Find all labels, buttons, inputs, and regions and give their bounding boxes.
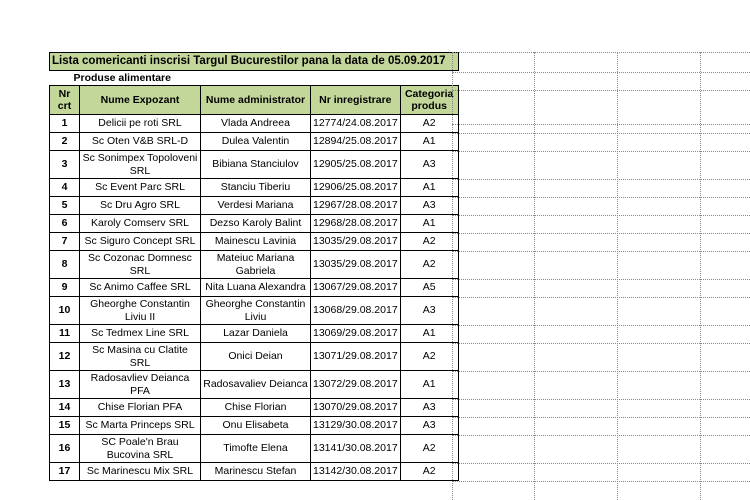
cell-nr: 2 <box>50 133 80 151</box>
header-inregistrare: Nr inregistrare <box>311 86 401 115</box>
cell-expozant: Radosavliev Deianca PFA <box>80 371 201 399</box>
cell-categoria: A1 <box>400 371 458 399</box>
cell-administrator: Lazar Daniela <box>201 325 311 343</box>
cell-categoria: A1 <box>400 133 458 151</box>
cell-categoria: A2 <box>400 435 458 463</box>
cell-nr: 1 <box>50 115 80 133</box>
cell-categoria: A1 <box>400 215 458 233</box>
cell-categoria: A2 <box>400 463 458 481</box>
cell-categoria: A1 <box>400 325 458 343</box>
grid-line <box>452 463 750 464</box>
cell-nr: 3 <box>50 151 80 179</box>
cell-expozant: Delicii pe roti SRL <box>80 115 201 133</box>
cell-nr: 14 <box>50 399 80 417</box>
table-row <box>50 179 459 197</box>
cell-administrator: Gheorghe Constantin Liviu <box>201 297 311 325</box>
table-row <box>50 417 459 435</box>
cell-administrator: Verdesi Mariana <box>201 197 311 215</box>
cell-categoria: A3 <box>400 151 458 179</box>
cell-categoria: A3 <box>400 297 458 325</box>
table-row <box>50 371 459 399</box>
cell-inregistrare: 13072/29.08.2017 <box>311 371 401 399</box>
cell-categoria: A2 <box>400 343 458 371</box>
cell-inregistrare: 12967/28.08.2017 <box>311 197 401 215</box>
cell-expozant: Sc Cozonac Domnesc SRL <box>80 251 201 279</box>
cell-inregistrare: 13142/30.08.2017 <box>311 463 401 481</box>
table-row <box>50 463 459 481</box>
cell-inregistrare: 12774/24.08.2017 <box>311 115 401 133</box>
cell-administrator: Vlada Andreea <box>201 115 311 133</box>
cell-administrator: Dezso Karoly Balint <box>201 215 311 233</box>
table-header-row <box>50 86 459 115</box>
cell-categoria: A2 <box>400 251 458 279</box>
table-row <box>50 399 459 417</box>
table-row <box>50 297 459 325</box>
cell-expozant: Sc Masina cu Clatite SRL <box>80 343 201 371</box>
cell-inregistrare: 12905/25.08.2017 <box>311 151 401 179</box>
cell-administrator: Mainescu Lavinia <box>201 233 311 251</box>
grid-line <box>452 435 750 436</box>
cell-expozant: Sc Marinescu Mix SRL <box>80 463 201 481</box>
cell-categoria: A2 <box>400 115 458 133</box>
cell-inregistrare: 13068/29.08.2017 <box>311 297 401 325</box>
cell-administrator: Marinescu Stefan <box>201 463 311 481</box>
cell-categoria: A2 <box>400 233 458 251</box>
cell-administrator: Onici Deian <box>201 343 311 371</box>
cell-inregistrare: 13069/29.08.2017 <box>311 325 401 343</box>
cell-categoria: A3 <box>400 399 458 417</box>
cell-nr: 16 <box>50 435 80 463</box>
table-row <box>50 279 459 297</box>
cell-expozant: Sc Dru Agro SRL <box>80 197 201 215</box>
cell-nr: 17 <box>50 463 80 481</box>
table-row <box>50 133 459 151</box>
cell-categoria: A5 <box>400 279 458 297</box>
cell-administrator: Stanciu Tiberiu <box>201 179 311 197</box>
cell-inregistrare: 12906/25.08.2017 <box>311 179 401 197</box>
table-row <box>50 233 459 251</box>
cell-nr: 15 <box>50 417 80 435</box>
table-row <box>50 215 459 233</box>
grid-line <box>452 297 750 298</box>
cell-inregistrare: 13067/29.08.2017 <box>311 279 401 297</box>
grid-line <box>452 197 750 198</box>
empty-cell-grid <box>452 52 750 500</box>
cell-nr: 13 <box>50 371 80 399</box>
cell-expozant: Gheorghe Constantin Liviu II <box>80 297 201 325</box>
grid-line <box>452 371 750 372</box>
grid-line <box>452 151 750 152</box>
grid-line <box>452 343 750 344</box>
exhibitors-table <box>49 52 459 481</box>
cell-inregistrare: 13141/30.08.2017 <box>311 435 401 463</box>
cell-administrator: Onu Elisabeta <box>201 417 311 435</box>
header-administrator: Nume administrator <box>201 86 311 115</box>
cell-nr: 7 <box>50 233 80 251</box>
table-row <box>50 435 459 463</box>
cell-inregistrare: 13035/29.08.2017 <box>311 233 401 251</box>
grid-line <box>452 279 750 280</box>
table-row <box>50 151 459 179</box>
cell-nr: 9 <box>50 279 80 297</box>
cell-nr: 8 <box>50 251 80 279</box>
cell-administrator: Bibiana Stanciulov <box>201 151 311 179</box>
grid-line <box>452 233 750 234</box>
cell-expozant: Karoly Comserv SRL <box>80 215 201 233</box>
cell-expozant: SC Poale'n Brau Bucovina SRL <box>80 435 201 463</box>
cell-administrator: Mateiuc Mariana Gabriela <box>201 251 311 279</box>
cell-inregistrare: 13070/29.08.2017 <box>311 399 401 417</box>
grid-line <box>452 72 750 73</box>
cell-administrator: Dulea Valentin <box>201 133 311 151</box>
table-row <box>50 343 459 371</box>
cell-inregistrare: 12894/25.08.2017 <box>311 133 401 151</box>
grid-line <box>452 133 750 134</box>
cell-nr: 6 <box>50 215 80 233</box>
grid-line <box>452 481 750 482</box>
cell-categoria: A3 <box>400 417 458 435</box>
cell-expozant: Sc Oten V&B SRL-D <box>80 133 201 151</box>
header-nr: Nr crt <box>50 86 80 115</box>
cell-nr: 4 <box>50 179 80 197</box>
cell-categoria: A1 <box>400 179 458 197</box>
table-row <box>50 115 459 133</box>
grid-line <box>452 399 750 400</box>
grid-line <box>452 124 750 125</box>
cell-expozant: Sc Tedmex Line SRL <box>80 325 201 343</box>
cell-nr: 10 <box>50 297 80 325</box>
grid-line <box>452 325 750 326</box>
cell-expozant: Sc Marta Princeps SRL <box>80 417 201 435</box>
grid-line <box>617 52 618 500</box>
spreadsheet-page <box>49 52 459 481</box>
table-row <box>50 325 459 343</box>
cell-administrator: Nita Luana Alexandra <box>201 279 311 297</box>
cell-inregistrare: 13129/30.08.2017 <box>311 417 401 435</box>
grid-line <box>452 215 750 216</box>
grid-line <box>700 52 701 500</box>
cell-expozant: Sc Sonimpex Topoloveni SRL <box>80 151 201 179</box>
cell-inregistrare: 13035/29.08.2017 <box>311 251 401 279</box>
cell-inregistrare: 12968/28.08.2017 <box>311 215 401 233</box>
grid-line <box>452 90 750 91</box>
grid-line <box>452 179 750 180</box>
grid-line <box>452 417 750 418</box>
table-row <box>50 251 459 279</box>
cell-nr: 12 <box>50 343 80 371</box>
grid-line <box>452 52 750 53</box>
cell-administrator: Radosavaliev Deianca <box>201 371 311 399</box>
section-label: Produse alimentare <box>73 71 171 84</box>
cell-expozant: Sc Animo Caffee SRL <box>80 279 201 297</box>
sheet-title: Lista comericanti inscrisi Targul Bucurestilor pana la data de 05.09.2017 <box>50 53 459 71</box>
cell-administrator: Chise Florian <box>201 399 311 417</box>
grid-line <box>534 52 535 500</box>
cell-inregistrare: 13071/29.08.2017 <box>311 343 401 371</box>
cell-expozant: Sc Event Parc SRL <box>80 179 201 197</box>
cell-nr: 11 <box>50 325 80 343</box>
cell-administrator: Timofte Elena <box>201 435 311 463</box>
cell-categoria: A3 <box>400 197 458 215</box>
header-expozant: Nume Expozant <box>80 86 201 115</box>
table-row <box>50 197 459 215</box>
header-categoria: Categoria produs <box>400 86 458 115</box>
grid-line <box>452 251 750 252</box>
cell-expozant: Sc Siguro Concept SRL <box>80 233 201 251</box>
cell-expozant: Chise Florian PFA <box>80 399 201 417</box>
cell-nr: 5 <box>50 197 80 215</box>
